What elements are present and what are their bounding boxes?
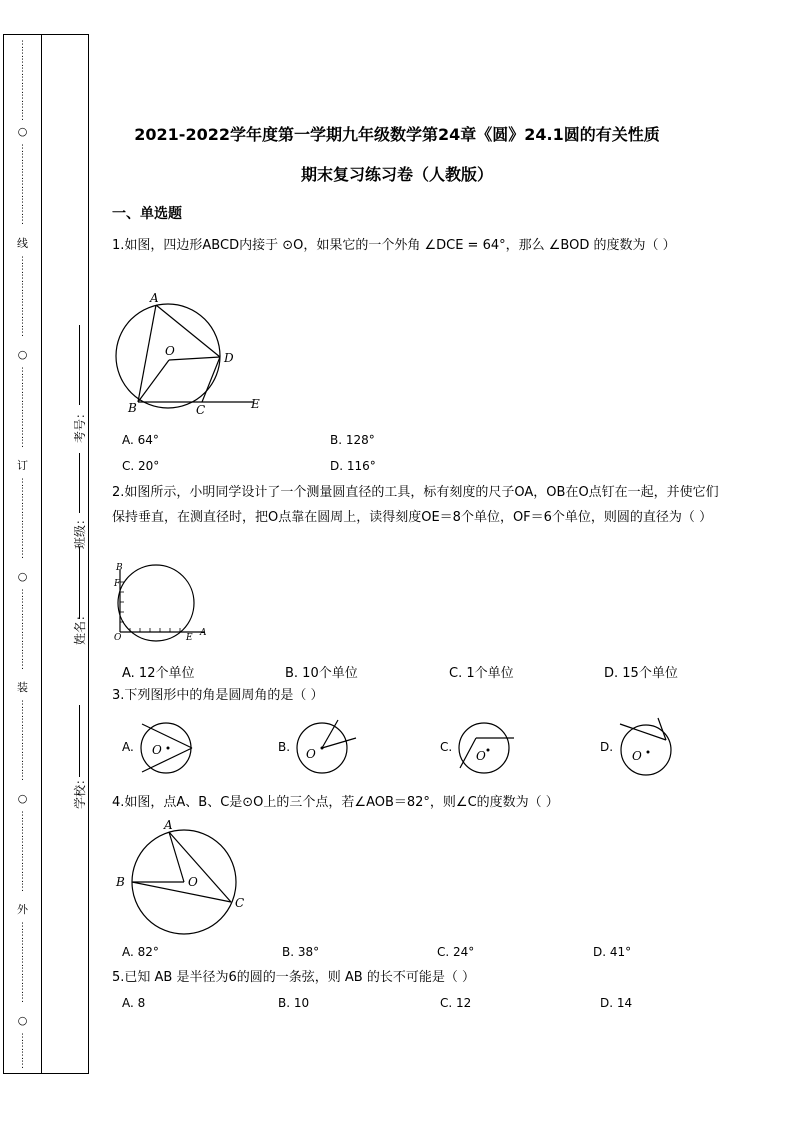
q2-option-a[interactable]: A. 12个单位 [122, 666, 195, 681]
question-4-figure [112, 816, 252, 938]
seal-char-xian: 线 [17, 237, 28, 250]
q2-option-c[interactable]: C. 1个单位 [449, 666, 514, 681]
q3-option-c[interactable]: C. [440, 740, 453, 754]
seal-circle: ○ [17, 1014, 28, 1027]
label-E: E [251, 397, 260, 411]
label-D: D [224, 351, 234, 365]
label-O: O [188, 875, 198, 889]
q3-option-a[interactable]: A. [122, 740, 134, 754]
q1-option-c[interactable]: C. 20° [122, 459, 160, 473]
fill-line [79, 705, 80, 777]
q4-option-c[interactable]: C. 24° [437, 945, 475, 959]
question-4-text: 4.如图，点A、B、C是⊙O上的三个点，若∠AOB＝82°，则∠C的度数为（ ） [112, 795, 559, 810]
seal-circle: ○ [17, 570, 28, 583]
label-F: F [114, 579, 121, 589]
field-label: 考号： [73, 406, 87, 443]
q1-option-d[interactable]: D. 116° [330, 459, 376, 473]
q3-figure-c [456, 718, 520, 778]
question-1-text: 1.如图，四边形ABCD内接于 ⊙O，如果它的一个外角 ∠DCE = 64°，那么 ∠BOD 的度数为（ ） [112, 238, 676, 253]
label-E: E [186, 633, 193, 643]
label-B: B [116, 875, 125, 889]
seal-circle: ○ [17, 348, 28, 361]
fill-line [79, 325, 80, 405]
label-A: A [150, 291, 159, 305]
dotted-line: ⋮ ⋮ ⋮ ⋮ ⋮ ⋮ ⋮ ⋮ ⋮ [18, 367, 27, 449]
label-O: O [152, 743, 162, 757]
dotted-line: ⋮ ⋮ ⋮ ⋮ ⋮ ⋮ ⋮ ⋮ ⋮ [18, 700, 27, 782]
dotted-line: ⋮ ⋮ ⋮ ⋮ ⋮ ⋮ ⋮ ⋮ ⋮ [18, 922, 27, 1004]
q3-figure-b [294, 718, 358, 778]
fill-line [79, 453, 80, 513]
q2-option-b[interactable]: B. 10个单位 [285, 666, 358, 681]
label-B: B [116, 563, 123, 573]
label-O: O [306, 747, 316, 761]
dotted-line: ⋮ ⋮ ⋮ ⋮ ⋮ ⋮ ⋮ ⋮ ⋮ [18, 811, 27, 893]
q4-option-a[interactable]: A. 82° [122, 945, 159, 959]
seal-circle: ○ [17, 125, 28, 138]
seal-line-column [4, 35, 41, 1073]
label-B: B [128, 401, 137, 415]
section-heading: 一、单选题 [112, 206, 182, 222]
q2-option-d[interactable]: D. 15个单位 [604, 666, 678, 681]
seal-circle: ○ [17, 792, 28, 805]
q3-figure-a [138, 718, 200, 778]
student-info-column [41, 35, 90, 1073]
q3-figure-d [616, 716, 678, 778]
q3-option-d[interactable]: D. [600, 740, 614, 754]
page-subtitle: 期末复习练习卷（人教版） [300, 165, 493, 184]
label-C: C [196, 403, 206, 417]
q5-option-d[interactable]: D. 14 [600, 996, 633, 1010]
label-O: O [632, 749, 642, 763]
q4-option-d[interactable]: D. 41° [593, 945, 632, 959]
field-label: 姓名： [73, 608, 87, 645]
page-title: 2021-2022学年度第一学期九年级数学第24章《圆》24.1圆的有关性质 [134, 125, 660, 144]
question-2-text: 2.如图所示，小明同学设计了一个测量圆直径的工具，标有刻度的尺子OA，OB在O点钉在一起，并使它们保持垂直，在测直径时，把O点靠在圆周上，读得刻度OE＝8个单位，OF＝6个单位，则圆的直径为（ ） [112, 485, 719, 525]
q4-option-b[interactable]: B. 38° [282, 945, 320, 959]
q5-option-c[interactable]: C. 12 [440, 996, 472, 1010]
field-label: 学校： [73, 772, 87, 809]
label-C: C [235, 896, 245, 910]
question-3-text: 3.下列图形中的角是圆周角的是（ ） [112, 688, 324, 703]
field-label: 班级： [73, 512, 87, 549]
dotted-line: ⋮ ⋮ ⋮ ⋮ ⋮ ⋮ ⋮ ⋮ ⋮ [18, 256, 27, 338]
seal-char-zhuang: 装 [17, 681, 28, 694]
label-A: A [164, 818, 173, 832]
q1-option-a[interactable]: A. 64° [122, 433, 159, 447]
question-5-text: 5.已知 AB 是半径为6的圆的一条弦，则 AB 的长不可能是（ ） [112, 970, 475, 985]
label-O: O [476, 749, 486, 763]
q5-option-b[interactable]: B. 10 [278, 996, 310, 1010]
label-A: A [200, 628, 207, 638]
dotted-line: ⋮ ⋮ ⋮ ⋮ ⋮ ⋮ ⋮ ⋮ ⋮ [18, 478, 27, 560]
seal-char-ding: 订 [17, 459, 28, 472]
question-2-figure [112, 562, 212, 647]
question-1-figure [108, 290, 268, 420]
dotted-line: ⋮ ⋮ ⋮ ⋮ ⋮ ⋮ ⋮ ⋮ ⋮ [18, 589, 27, 671]
dotted-line: ⋮ ⋮ ⋮ ⋮ ⋮ ⋮ ⋮ ⋮ ⋮ [18, 144, 27, 226]
dotted-line: ⋮ ⋮ ⋮ ⋮ ⋮ ⋮ ⋮ ⋮ ⋮ [18, 40, 27, 122]
binding-margin [3, 34, 89, 1074]
label-O: O [114, 633, 122, 643]
dotted-line: ⋮ ⋮ ⋮ ⋮ [18, 1033, 27, 1070]
q3-option-b[interactable]: B. [278, 740, 291, 754]
q5-option-a[interactable]: A. 8 [122, 996, 146, 1010]
label-O: O [165, 344, 175, 358]
q1-option-b[interactable]: B. 128° [330, 433, 375, 447]
seal-char-wai: 外 [17, 903, 28, 916]
